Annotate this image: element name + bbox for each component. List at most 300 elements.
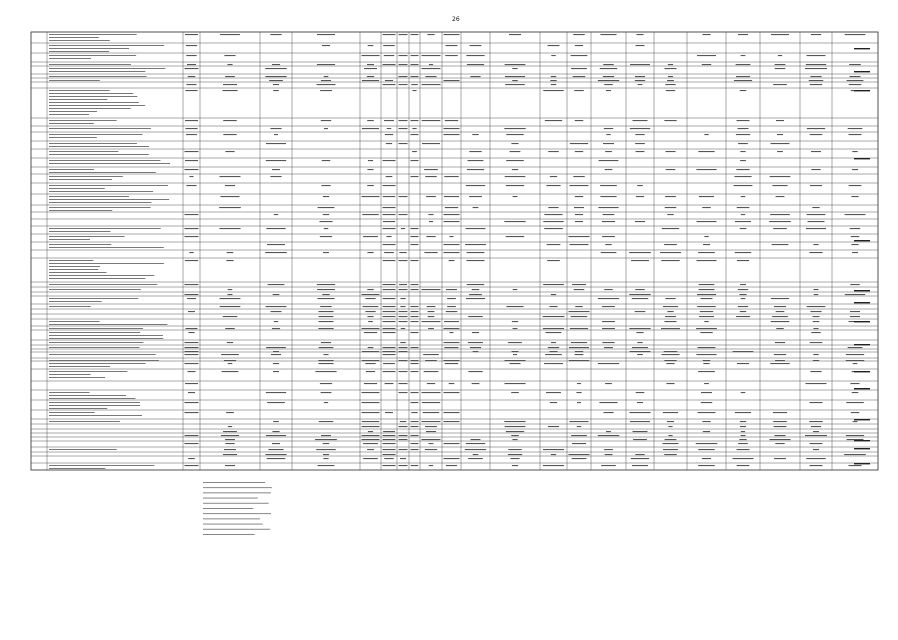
cell-value-mark	[606, 90, 611, 91]
cell-value-mark	[549, 306, 557, 307]
cell-value-mark	[429, 221, 433, 222]
cell-value-mark	[273, 371, 279, 372]
cell-value-mark	[512, 80, 518, 81]
cell-value-mark	[185, 128, 197, 129]
cell-value-mark	[362, 360, 380, 361]
cell-value-mark	[772, 244, 789, 245]
cell-value-mark	[367, 252, 373, 253]
cell-value-mark	[185, 412, 199, 413]
cell-value-mark	[635, 221, 645, 222]
cell-text-mark	[49, 266, 100, 267]
cell-value-mark	[739, 294, 746, 295]
cell-value-mark	[666, 169, 676, 170]
cell-value-mark	[323, 354, 328, 355]
cell-value-mark	[383, 306, 396, 307]
cell-value-mark	[665, 207, 677, 208]
cell-value-mark	[383, 207, 396, 208]
cell-value-mark	[577, 402, 581, 403]
cell-value-mark	[368, 45, 374, 46]
cell-value-mark	[575, 45, 583, 46]
cell-text-mark	[49, 80, 100, 81]
cell-value-mark	[665, 298, 675, 299]
cell-value-mark	[362, 426, 380, 427]
cell-value-mark	[225, 443, 234, 444]
cell-value-mark	[400, 298, 405, 299]
cell-text-mark	[49, 360, 159, 361]
cell-value-mark	[223, 134, 236, 135]
cell-value-mark	[505, 64, 526, 65]
cell-value-mark	[737, 465, 750, 466]
cell-value-mark	[266, 392, 286, 393]
cell-value-mark	[429, 465, 433, 466]
cell-value-mark	[399, 289, 408, 290]
cell-value-mark	[569, 185, 588, 186]
cell-text-mark	[49, 179, 112, 180]
cell-value-mark	[385, 134, 393, 135]
cell-value-mark	[740, 426, 746, 427]
cell-value-mark	[445, 207, 458, 208]
cell-value-mark	[424, 252, 437, 253]
cell-text-mark	[49, 93, 133, 94]
note-text-mark	[203, 482, 265, 483]
cell-value-mark	[637, 354, 643, 355]
cell-value-mark	[222, 90, 237, 91]
table-frame	[31, 32, 878, 470]
cell-value-mark	[604, 449, 613, 450]
cell-value-mark	[575, 351, 583, 352]
cell-value-mark	[228, 289, 232, 290]
cell-value-mark	[362, 412, 380, 413]
cell-value-mark	[411, 321, 419, 322]
cell-value-mark	[470, 45, 482, 46]
cell-text-mark	[49, 260, 93, 261]
cell-value-mark	[219, 228, 240, 229]
cell-value-mark	[664, 244, 677, 245]
cell-value-mark	[776, 120, 784, 121]
cell-text-mark	[49, 405, 140, 406]
cell-value-mark	[737, 449, 750, 450]
note-text-mark	[203, 534, 255, 535]
cell-value-mark	[813, 431, 819, 432]
cell-value-mark	[383, 221, 395, 222]
cell-value-mark	[422, 84, 441, 85]
cell-value-mark	[266, 347, 286, 348]
cell-value-mark	[186, 55, 196, 56]
cell-value-mark	[362, 439, 380, 440]
cell-value-mark	[506, 236, 524, 237]
cell-value-mark	[602, 236, 615, 237]
cell-value-mark	[399, 311, 408, 312]
cell-value-mark	[598, 298, 619, 299]
cell-value-mark	[411, 160, 419, 161]
cell-text-mark	[49, 207, 151, 208]
cell-value-mark	[574, 207, 584, 208]
cell-text-mark	[49, 415, 142, 416]
cell-value-mark	[224, 55, 235, 56]
cell-value-mark	[853, 363, 858, 364]
cell-value-mark	[738, 34, 748, 35]
cell-value-mark	[849, 84, 862, 85]
cell-value-mark	[422, 321, 441, 322]
cell-value-mark	[504, 221, 525, 222]
cell-value-mark	[228, 363, 233, 364]
cell-value-mark	[273, 351, 279, 352]
cell-value-mark	[548, 207, 558, 208]
cell-value-mark	[225, 76, 235, 77]
cell-value-mark	[223, 84, 237, 85]
cell-value-mark	[274, 134, 278, 135]
cell-value-mark	[811, 151, 821, 152]
cell-value-mark	[383, 363, 395, 364]
note-text-mark	[203, 518, 260, 519]
cell-value-mark	[411, 284, 419, 285]
cell-value-mark	[318, 328, 333, 329]
cell-text-mark	[49, 377, 105, 378]
total-mark	[854, 371, 870, 372]
cell-value-mark	[383, 284, 396, 285]
cell-value-mark	[739, 439, 746, 440]
cell-value-mark	[849, 465, 862, 466]
cell-value-mark	[702, 34, 710, 35]
cell-value-mark	[810, 342, 823, 343]
cell-value-mark	[399, 120, 408, 121]
cell-value-mark	[225, 328, 235, 329]
cell-value-mark	[845, 214, 866, 215]
cell-value-mark	[185, 120, 198, 121]
cell-value-mark	[732, 458, 753, 459]
cell-value-mark	[734, 176, 751, 177]
cell-value-mark	[384, 55, 394, 56]
cell-value-mark	[810, 371, 821, 372]
cell-value-mark	[509, 34, 521, 35]
cell-value-mark	[225, 185, 235, 186]
cell-value-mark	[569, 454, 590, 455]
cell-value-mark	[544, 228, 563, 229]
cell-value-mark	[775, 68, 786, 69]
cell-value-mark	[321, 435, 331, 436]
cell-value-mark	[383, 311, 396, 312]
cell-value-mark	[267, 458, 286, 459]
cell-value-mark	[850, 311, 860, 312]
cell-value-mark	[401, 228, 405, 229]
cell-text-mark	[49, 421, 120, 422]
note-text-mark	[203, 498, 258, 499]
cell-value-mark	[399, 347, 408, 348]
cell-value-mark	[738, 128, 749, 129]
cell-value-mark	[809, 80, 824, 81]
cell-value-mark	[429, 443, 434, 444]
cell-text-mark	[49, 392, 89, 393]
cell-value-mark	[426, 196, 436, 197]
cell-value-mark	[738, 306, 748, 307]
cell-value-mark	[630, 421, 650, 422]
cell-value-mark	[321, 120, 331, 121]
cell-value-mark	[399, 371, 408, 372]
cell-value-mark	[411, 360, 419, 361]
cell-value-mark	[473, 351, 479, 352]
cell-value-mark	[422, 392, 441, 393]
cell-value-mark	[222, 371, 239, 372]
cell-value-mark	[775, 64, 786, 65]
cell-value-mark	[851, 196, 858, 197]
cell-value-mark	[703, 363, 709, 364]
cell-value-mark	[811, 332, 820, 333]
cell-value-mark	[221, 196, 240, 197]
cell-value-mark	[383, 431, 395, 432]
cell-value-mark	[546, 392, 561, 393]
cell-value-mark	[698, 371, 715, 372]
cell-value-mark	[599, 402, 617, 403]
cell-value-mark	[544, 214, 562, 215]
cell-value-mark	[506, 185, 524, 186]
cell-value-mark	[777, 151, 783, 152]
cell-value-mark	[504, 383, 525, 384]
cell-value-mark	[266, 306, 287, 307]
cell-value-mark	[810, 185, 822, 186]
cell-value-mark	[470, 76, 480, 77]
note-text-mark	[203, 492, 271, 493]
cell-value-mark	[604, 347, 613, 348]
cell-value-mark	[266, 160, 286, 161]
cell-value-mark	[510, 151, 521, 152]
cell-value-mark	[737, 207, 750, 208]
cell-value-mark	[185, 383, 198, 384]
cell-value-mark	[734, 80, 752, 81]
cell-text-mark	[49, 172, 156, 173]
cell-value-mark	[227, 294, 232, 295]
cell-value-mark	[602, 221, 615, 222]
cell-value-mark	[186, 84, 196, 85]
cell-value-mark	[741, 431, 745, 432]
cell-text-mark	[49, 342, 143, 343]
cell-value-mark	[740, 160, 746, 161]
cell-value-mark	[548, 45, 560, 46]
cell-value-mark	[636, 196, 644, 197]
cell-value-mark	[740, 311, 746, 312]
cell-value-mark	[771, 298, 789, 299]
cell-value-mark	[603, 64, 613, 65]
cell-value-mark	[551, 342, 556, 343]
cell-value-mark	[741, 298, 746, 299]
cell-value-mark	[850, 383, 859, 384]
cell-value-mark	[846, 402, 864, 403]
cell-value-mark	[665, 316, 676, 317]
cell-value-mark	[411, 120, 419, 121]
cell-value-mark	[399, 351, 408, 352]
cell-value-mark	[853, 421, 858, 422]
cell-value-mark	[807, 306, 826, 307]
cell-value-mark	[224, 449, 236, 450]
cell-value-mark	[696, 443, 718, 444]
cell-value-mark	[740, 90, 747, 91]
cell-value-mark	[444, 342, 460, 343]
cell-text-mark	[49, 402, 140, 403]
cell-value-mark	[512, 68, 517, 69]
cell-value-mark	[362, 328, 380, 329]
cell-value-mark	[386, 143, 392, 144]
cell-text-mark	[49, 244, 111, 245]
cell-value-mark	[270, 128, 281, 129]
cell-value-mark	[412, 151, 417, 152]
cell-value-mark	[704, 134, 708, 135]
cell-value-mark	[571, 316, 588, 317]
cell-value-mark	[444, 34, 460, 35]
cell-value-mark	[428, 316, 435, 317]
cell-value-mark	[736, 134, 750, 135]
cell-value-mark	[411, 134, 419, 135]
cell-value-mark	[665, 84, 675, 85]
cell-value-mark	[411, 316, 419, 317]
cell-value-mark	[387, 128, 392, 129]
cell-value-mark	[399, 34, 408, 35]
cell-value-mark	[472, 289, 479, 290]
cell-value-mark	[400, 421, 406, 422]
cell-text-mark	[49, 169, 94, 170]
cell-value-mark	[272, 328, 280, 329]
cell-value-mark	[851, 412, 859, 413]
cell-value-mark	[422, 421, 441, 422]
cell-value-mark	[570, 328, 588, 329]
cell-value-mark	[188, 371, 196, 372]
cell-value-mark	[322, 160, 330, 161]
cell-value-mark	[809, 465, 822, 466]
cell-value-mark	[411, 392, 419, 393]
total-mark	[854, 440, 870, 441]
cell-value-mark	[400, 306, 405, 307]
cell-value-mark	[362, 196, 380, 197]
cell-value-mark	[324, 128, 328, 129]
cell-value-mark	[386, 236, 391, 237]
cell-value-mark	[604, 128, 613, 129]
cell-value-mark	[321, 185, 330, 186]
cell-value-mark	[383, 351, 396, 352]
cell-value-mark	[849, 76, 860, 77]
cell-value-mark	[444, 360, 460, 361]
cell-value-mark	[228, 426, 232, 427]
cell-value-mark	[630, 351, 651, 352]
cell-value-mark	[411, 363, 419, 364]
cell-value-mark	[505, 176, 526, 177]
cell-text-mark	[49, 37, 99, 38]
cell-value-mark	[426, 431, 436, 432]
cell-value-mark	[425, 449, 437, 450]
cell-value-mark	[637, 402, 643, 403]
cell-value-mark	[365, 298, 375, 299]
cell-value-mark	[267, 244, 285, 245]
cell-value-mark	[635, 143, 645, 144]
cell-value-mark	[740, 151, 745, 152]
cell-value-mark	[383, 289, 396, 290]
cell-value-mark	[423, 354, 439, 355]
cell-text-mark	[49, 374, 91, 375]
cell-value-mark	[383, 84, 396, 85]
cell-value-mark	[738, 443, 748, 444]
cell-value-mark	[399, 449, 408, 450]
cell-value-mark	[738, 289, 748, 290]
cell-value-mark	[571, 55, 588, 56]
cell-value-mark	[225, 465, 235, 466]
cell-value-mark	[422, 55, 441, 56]
cell-text-mark	[49, 247, 164, 248]
cell-value-mark	[444, 134, 460, 135]
cell-value-mark	[698, 347, 716, 348]
cell-value-mark	[383, 347, 396, 348]
cell-text-mark	[49, 371, 127, 372]
cell-value-mark	[444, 421, 460, 422]
cell-value-mark	[813, 316, 820, 317]
cell-value-mark	[449, 332, 453, 333]
cell-value-mark	[466, 298, 485, 299]
cell-text-mark	[49, 188, 105, 189]
cell-text-mark	[49, 137, 97, 138]
cell-value-mark	[368, 321, 373, 322]
cell-value-mark	[185, 443, 199, 444]
cell-text-mark	[49, 328, 143, 329]
cell-value-mark	[317, 84, 336, 85]
cell-value-mark	[427, 34, 434, 35]
cell-value-mark	[468, 458, 483, 459]
cell-value-mark	[738, 143, 748, 144]
cell-value-mark	[384, 120, 394, 121]
cell-value-mark	[805, 383, 826, 384]
cell-value-mark	[447, 298, 456, 299]
cell-value-mark	[632, 465, 648, 466]
cell-value-mark	[771, 34, 789, 35]
cell-value-mark	[604, 289, 612, 290]
cell-value-mark	[636, 45, 645, 46]
cell-value-mark	[665, 68, 677, 69]
cell-text-mark	[49, 321, 100, 322]
cell-value-mark	[444, 221, 460, 222]
cell-value-mark	[813, 321, 820, 322]
cell-value-mark	[220, 306, 241, 307]
cell-value-mark	[422, 289, 441, 290]
cell-value-mark	[630, 128, 650, 129]
cell-value-mark	[446, 289, 457, 290]
cell-value-mark	[227, 64, 232, 65]
cell-value-mark	[700, 332, 712, 333]
cell-value-mark	[812, 207, 819, 208]
cell-value-mark	[318, 363, 333, 364]
cell-value-mark	[367, 120, 374, 121]
cell-value-mark	[848, 128, 863, 129]
note-text-mark	[203, 487, 272, 488]
cell-value-mark	[570, 143, 588, 144]
total-mark	[854, 302, 870, 303]
cell-text-mark	[49, 272, 106, 273]
cell-value-mark	[512, 351, 519, 352]
cell-value-mark	[811, 426, 821, 427]
cell-value-mark	[411, 332, 419, 333]
total-mark	[854, 463, 870, 464]
cell-value-mark	[741, 392, 746, 393]
cell-value-mark	[575, 196, 583, 197]
cell-value-mark	[635, 134, 644, 135]
cell-value-mark	[572, 284, 586, 285]
cell-value-mark	[551, 55, 555, 56]
cell-value-mark	[272, 443, 280, 444]
cell-value-mark	[385, 80, 393, 81]
cell-value-mark	[543, 90, 563, 91]
cell-value-mark	[383, 185, 396, 186]
cell-value-mark	[698, 412, 716, 413]
cell-value-mark	[468, 342, 483, 343]
cell-value-mark	[850, 284, 859, 285]
cell-value-mark	[185, 151, 199, 152]
cell-text-mark	[49, 335, 163, 336]
cell-value-mark	[849, 134, 862, 135]
cell-value-mark	[383, 228, 396, 229]
